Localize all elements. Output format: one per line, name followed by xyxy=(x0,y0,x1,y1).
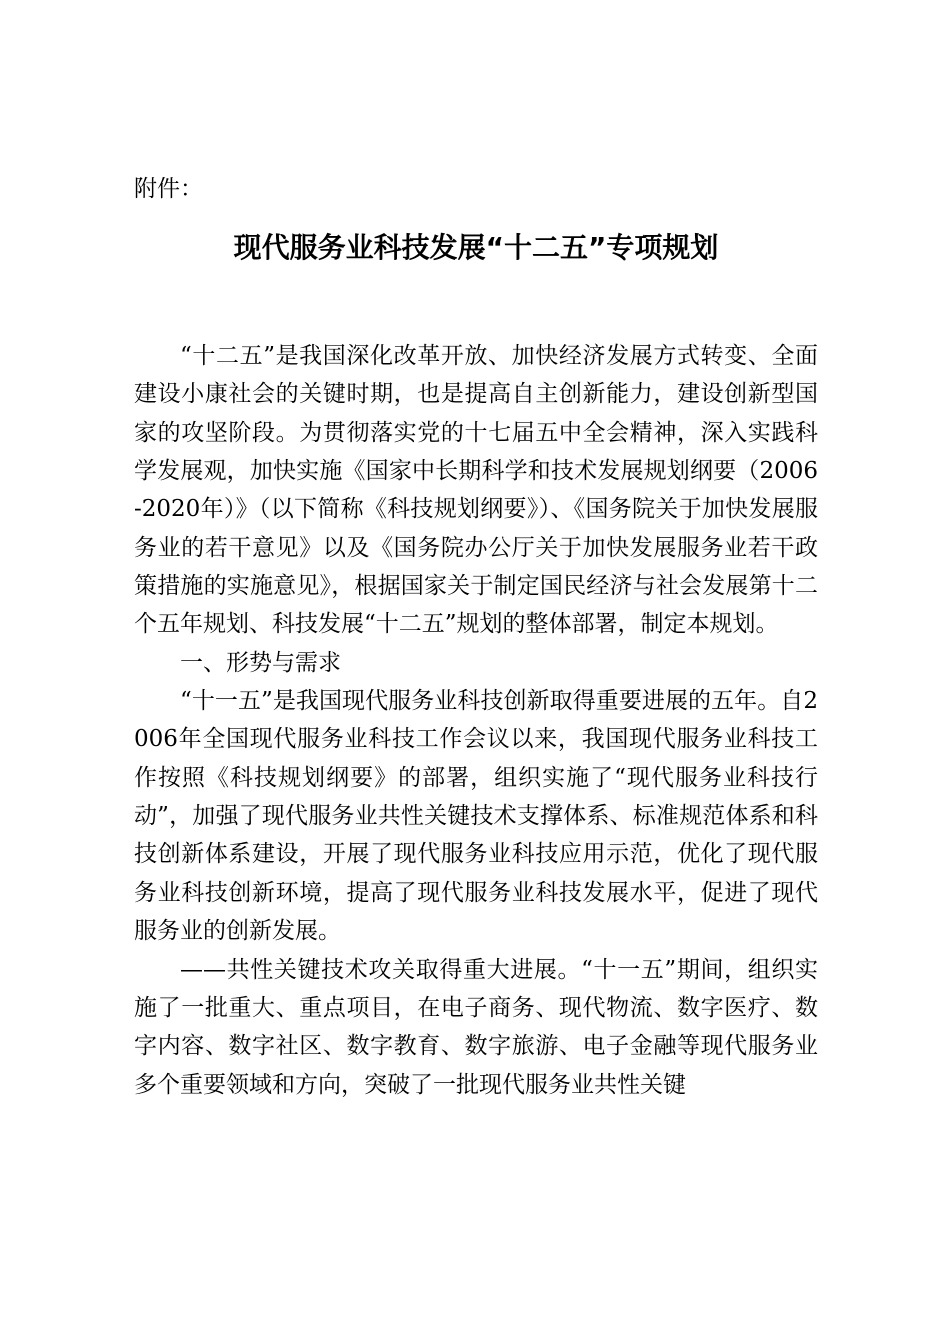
document-body xyxy=(134,337,818,1104)
attachment-label: 附件： xyxy=(134,176,203,202)
body-paragraph: ——共性关键技术攻关取得重大进展。“十一五”期间，组织实施了一批重大、重点项目，在电子商务、现代物流、数字医疗、数字内容、数字社区、数字教育、数字旅游、电子金融等现代服务业多个重要领域和方向，突破了一批现代服务业共性关键 xyxy=(134,956,818,1098)
intro-paragraph: “十二五”是我国深化改革开放、加快经济发展方式转变、全面建设小康社会的关键时期，也是提高自主创新能力，建设创新型国家的攻坚阶段。为贯彻落实党的十七届五中全会精神，深入实践科学发展观，加快实施《国家中长期科学和技术发展规划纲要（2006-2020年）》（以下简称《科技规划纲要》）、《国务院关于加快发展服务业的若干意见》以及《国务院办公厅关于加快发展服务业若干政策措施的实施意见》，根据国家关于制定国民经济与社会发展第十二个五年规划、科技发展“十二五”规划的整体部署，制定本规划。 xyxy=(134,343,818,638)
document-title: 现代服务业科技发展“十二五”专项规划 xyxy=(233,231,719,264)
section-heading: 一、形势与需求 xyxy=(180,649,341,676)
body-paragraph: “十一五”是我国现代服务业科技创新取得重要进展的五年。自2006年全国现代服务业科技工作会议以来，我国现代服务业科技工作按照《科技规划纲要》的部署，组织实施了“现代服务业科技行动”，加强了现代服务业共性关键技术支撑体系、标准规范体系和科技创新体系建设，开展了现代服务业科技应用示范，优化了现代服务业科技创新环境，提高了现代服务业科技发展水平，促进了现代服务业的创新发展。 xyxy=(134,688,818,945)
